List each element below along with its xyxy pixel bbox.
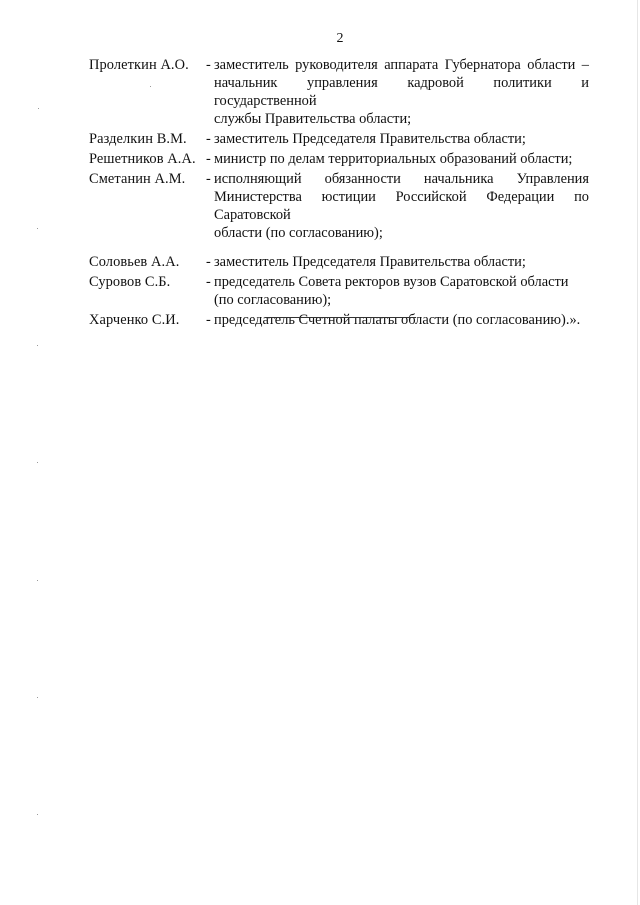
dash-separator: - <box>206 151 211 167</box>
member-position <box>214 150 589 168</box>
member-position <box>214 311 589 329</box>
member-position <box>214 56 589 128</box>
scan-speck <box>150 86 151 87</box>
position-line: заместитель Председателя Правительства области; <box>214 254 526 270</box>
position-line: председатель Совета ректоров вузов Саратовской области <box>214 274 569 290</box>
member-name: Решетников А.А. <box>89 151 196 167</box>
member-name: Сметанин А.М. <box>89 171 186 187</box>
member-position <box>214 253 589 271</box>
scan-speck <box>37 580 38 581</box>
list-item <box>89 150 589 168</box>
member-name: Пролеткин А.О. <box>89 57 189 73</box>
dash-separator: - <box>206 171 211 187</box>
members-list <box>89 56 589 329</box>
list-item <box>89 253 589 271</box>
position-line: Министерства юстиции Российской Федерации по Саратовской <box>214 189 589 223</box>
page-number: 2 <box>336 31 344 46</box>
scan-speck <box>38 108 39 109</box>
list-item <box>89 130 589 148</box>
scan-speck <box>37 228 38 229</box>
scan-edge <box>637 0 638 905</box>
scan-speck <box>37 345 38 346</box>
list-item <box>89 170 589 242</box>
member-name: Суровов С.Б. <box>89 274 171 290</box>
list-item <box>89 311 589 329</box>
scan-speck <box>37 697 38 698</box>
end-divider <box>265 317 416 318</box>
position-line: министр по делам территориальных образований области; <box>214 151 573 167</box>
position-line: службы Правительства области; <box>214 111 412 127</box>
position-line: председатель Счетной палаты области (по согласованию).». <box>214 312 581 328</box>
member-name: Соловьев А.А. <box>89 254 180 270</box>
position-line: исполняющий обязанности начальника Управления <box>214 171 589 187</box>
member-position <box>214 273 589 309</box>
position-line: заместитель Председателя Правительства области; <box>214 131 526 147</box>
dash-separator: - <box>206 274 211 290</box>
member-position <box>214 170 589 242</box>
member-name: Харченко С.И. <box>89 312 180 328</box>
scan-speck <box>37 814 38 815</box>
position-line: начальник управления кадровой политики и государственной <box>214 75 589 109</box>
member-position <box>214 130 589 148</box>
dash-separator: - <box>206 312 211 328</box>
list-item <box>89 273 589 309</box>
position-line: заместитель руководителя аппарата Губернатора области – <box>214 57 589 73</box>
position-line: области (по согласованию); <box>214 225 383 241</box>
scan-speck <box>37 462 38 463</box>
dash-separator: - <box>206 254 211 270</box>
position-line: (по согласованию); <box>214 292 332 308</box>
member-name: Разделкин В.М. <box>89 131 187 147</box>
dash-separator: - <box>206 131 211 147</box>
list-item <box>89 56 589 128</box>
dash-separator: - <box>206 57 211 73</box>
